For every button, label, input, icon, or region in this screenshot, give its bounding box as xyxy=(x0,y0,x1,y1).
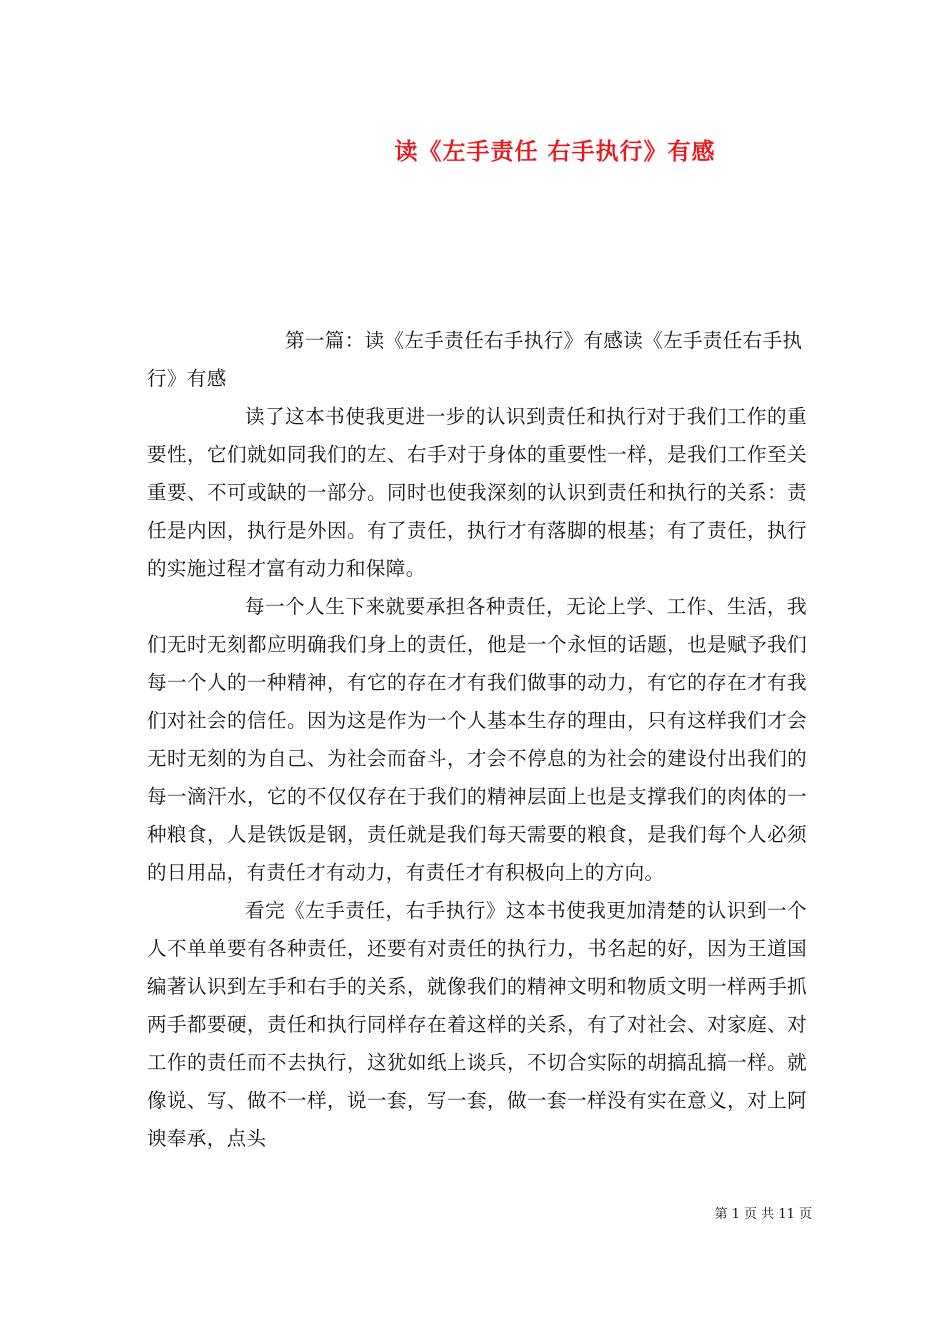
paragraph-1: 读了这本书使我更进一步的认识到责任和执行对于我们工作的重要性，它们就如同我们的左、右手对于身体的重要性一样，是我们工作至关重要、不可或缺的一部分。同时也使我深刻的认识到责任和执行的关系：责任是内因，执行是外因。有了责任，执行才有落脚的根基；有了责任，执行的实施过程才富有动力和保障。 xyxy=(147,405,807,580)
section-heading: 第一篇：读《左手责任右手执行》有感读《左手责任右手执行》有感 xyxy=(147,329,803,390)
document-title: 读《左手责任 右手执行》有感 xyxy=(394,138,716,165)
paragraph-2: 每一个人生下来就要承担各种责任，无论上学、工作、生活，我们无时无刻都应明确我们身上的责任，他是一个永恒的话题，也是赋予我们每一个人的一种精神，有它的存在才有我们做事的动力，有它的存在才有我们对社会的信任。因为这是作为一个人基本生存的理由，只有这样我们才会无时无刻的为自己、为社会而奋斗，才会不停息的为社会的建设付出我们的每一滴汗水，它的不仅仅存在于我们的精神层面上也是支撑我们的肉体的一种粮食，人是铁饭是钢，责任就是我们每天需要的粮食，是我们每个人必须的日用品，有责任才有动力，有责任才有积极向上的方向。 xyxy=(147,595,807,884)
paragraph-3: 看完《左手责任，右手执行》这本书使我更加清楚的认识到一个人不单单要有各种责任，还要有对责任的执行力，书名起的好，因为王道国编著认识到左手和右手的关系，就像我们的精神文明和物质文明一样两手抓两手都要硬，责任和执行同样存在着这样的关系，有了对社会、对家庭、对工作的责任而不去执行，这犹如纸上谈兵，不切合实际的胡搞乱搞一样。就像说、写、做不一样，说一套，写一套，做一套一样没有实在意义，对上阿谀奉承，点头 xyxy=(147,899,807,1150)
page-number-footer: 第 1 页 共 11 页 xyxy=(714,1207,812,1222)
document-body xyxy=(147,322,807,1158)
